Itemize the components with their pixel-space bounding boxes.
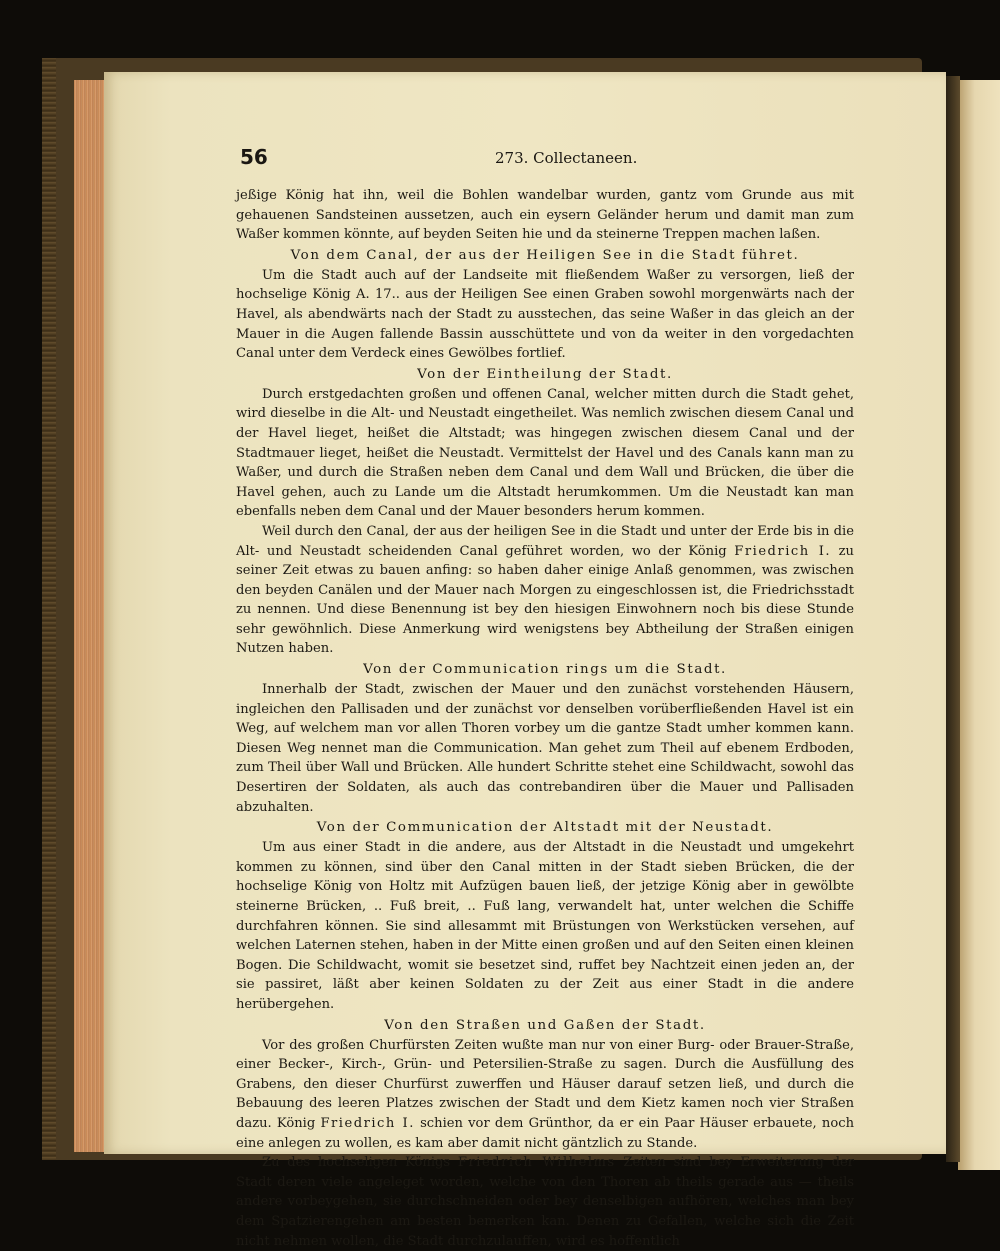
gutter-shadow bbox=[946, 76, 960, 1162]
paragraph-text: Weil durch den Canal, der aus der heiligen See in die Stadt und unter der Erde bis in die Alt- und Neustadt scheidenden Canal geführet worden, wo der König bbox=[236, 523, 854, 559]
person-name: Friedrich Wilhelms bbox=[457, 1155, 616, 1171]
paragraph-text: Zeiten sind bey Erweiterung der Stadt deren viele angeleget worden, welche von den Thoren ab theils gerade aus — theils andere vorbeygehen, sie durchschneiden oder bey denselbigen aufhören, welches man bey dem Spatzierengehen am besten bemerken kan. Denen zu Gefallen, welche sich die Zeit nicht nehmen wollen, die Stadt durchzulauffen, wird es hoffentlich bbox=[236, 1155, 854, 1249]
paragraph bbox=[236, 522, 854, 659]
paragraph-text: zu seiner Zeit etwas zu bauen anfing: so haben daher einige Anlaß genommen, was zwischen den beyden Canälen und der Mauer nach Morgen zu eingeschlossen ist, die Friedrichsstadt zu nennen. Und diese Benennung ist bey den hiesigen Einwohnern noch bis diese Stunde sehr gewöhnlich. Diese Anmerkung wird wenigstens bey Abtheilung der Straßen einigen Nutzen haben. bbox=[236, 543, 854, 657]
facing-page-edge bbox=[958, 80, 1000, 1170]
paragraph: Durch erstgedachten großen und offenen Canal, welcher mitten durch die Stadt gehet, wird dieselbe in die Alt- und Neustadt eingetheilet. Was nemlich zwischen diesem Canal und der Havel lieget, heißet die Altstadt; was hingegen zwischen diesem Canal und der Stadtmauer lieget, heißet die Neustadt. Vermittelst der Havel und des Canals kann man zu Waßer, und durch die Straßen neben dem Canal und dem Wall und Brücken, die über die Havel gehen, auch zu Lande um die Altstadt herumkommen. Um die Neustadt kan man ebenfalls neben dem Canal und der Mauer besonders herum kommen. bbox=[236, 386, 854, 520]
paragraph: jeßige König hat ihn, weil die Bohlen wandelbar wurden, gantz vom Grunde aus mit gehauenen Sandsteinen aussetzen, auch ein eysern Geländer herum und damit man zum Waßer kommen könnte, auf beyden Seiten hie und da steinerne Treppen machen laßen. bbox=[236, 188, 854, 243]
page-number: 56 bbox=[240, 145, 268, 169]
running-title: 273. Collectaneen. bbox=[495, 149, 638, 167]
person-name: Friedrich I. bbox=[734, 543, 832, 559]
paragraph-text: schien vor dem Grünthor, da er ein Paar Häuser erbauete, noch eine anlegen zu wollen, es kam aber damit nicht gäntzlich zu Stande. bbox=[236, 1115, 854, 1151]
paragraph bbox=[236, 1036, 854, 1154]
paragraph bbox=[236, 1153, 854, 1251]
page-header bbox=[240, 145, 850, 177]
section-heading: Von der Communication der Altstadt mit der Neustadt. bbox=[316, 820, 774, 836]
paragraph-text: Vor des großen Churfürsten Zeiten wußte man nur von einer Burg- oder Brauer-Straße, einer Becker-, Kirch-, Grün- und Petersilien-Straße zu sagen. Durch die Ausfüllung des Grabens, den dieser Churfürst zuwerffen und Häuser darauf setzen ließ, und durch die Bebauung des leeren Platzes zwischen der Stadt und dem Kietz kamen noch vier Straßen dazu. König bbox=[236, 1037, 854, 1131]
paragraph-text: Zu des hochseligen Königs bbox=[262, 1155, 458, 1171]
section-heading: Von der Communication rings um die Stadt. bbox=[363, 662, 727, 678]
page-body bbox=[236, 186, 854, 1251]
section-heading: Von dem Canal, der aus der Heiligen See in die Stadt führet. bbox=[290, 247, 800, 263]
section-heading: Von den Straßen und Gaßen der Stadt. bbox=[384, 1017, 706, 1033]
person-name: Friedrich I. bbox=[320, 1115, 415, 1131]
paragraph: Um aus einer Stadt in die andere, aus der Altstadt in die Neustadt und umgekehrt kommen zu können, sind über den Canal mitten in der Stadt sieben Brücken, die der hochselige König von Holtz mit Aufzügen bauen ließ, der jetzige König aber in gewölbte steinerne Brücken, .. Fuß breit, .. Fuß lang, verwandelt hat, unter welchen die Schiffe durchfahren können. Sie sind allesammt mit Brüstungen von Werkstücken versehen, auf welchen Laternen stehen, haben in der Mitte einen großen und auf den Seiten einen kleinen Bogen. Die Schildwacht, womit sie besetzet sind, ruffet bey Nachtzeit einen jeden an, der sie passiret, läßt aber keinen Soldaten zu der Zeit aus einer Stadt in die andere herübergehen. bbox=[236, 840, 854, 1012]
section-heading: Von der Eintheilung der Stadt. bbox=[417, 366, 673, 382]
cover-marbled-edge bbox=[42, 58, 56, 1160]
paragraph: Um die Stadt auch auf der Landseite mit fließendem Waßer zu versorgen, ließ der hochselige König A. 17.. aus der Heiligen See einen Graben sowohl morgenwärts nach der Havel, als abendwärts nach der Stadt zu ausstechen, das seine Waßer in das gleich an der Mauer in die Augen fallende Bassin ausschüttete und von da weiter in den vorgedachten Canal unter dem Verdeck eines Gewölbes fortlief. bbox=[236, 267, 854, 362]
paragraph: Innerhalb der Stadt, zwischen der Mauer und den zunächst vorstehenden Häusern, ingleichen den Pallisaden und der zunächst vor denselben vorüberfließenden Havel ist ein Weg, auf welchem man vor allen Thoren vorbey um die gantze Stadt umher kommen kann. Diesen Weg nennet man die Communication. Man gehet zum Theil auf ebenem Erdboden, zum Theil über Wall und Brücken. Alle hundert Schritte stehet eine Schildwacht, sowohl das Desertiren der Soldaten, als auch das contrebandiren über die Mauer und Pallisaden abzuhalten. bbox=[236, 682, 854, 815]
